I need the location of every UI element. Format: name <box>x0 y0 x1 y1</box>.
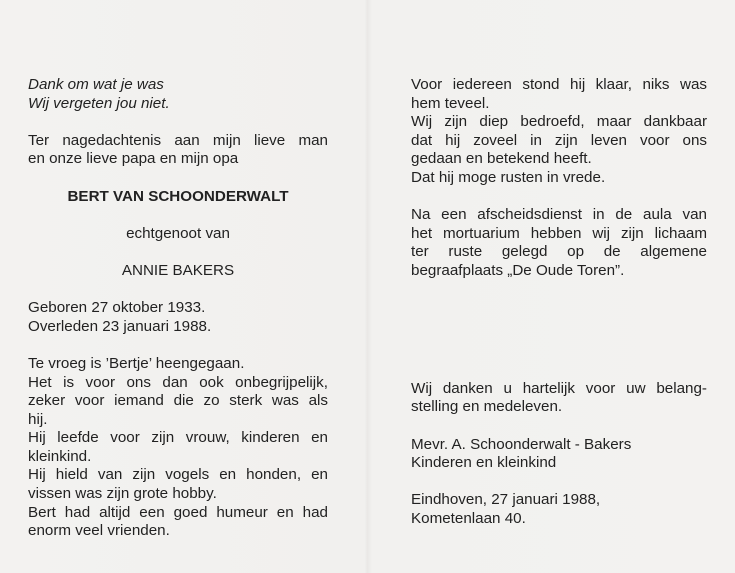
tribute-line: zeker voor iemand die zo sterk was als <box>28 392 328 410</box>
tribute-line: hij. <box>28 410 48 428</box>
tribute-line: Te vroeg is ’Bertje’ heengegaan. <box>28 354 245 372</box>
signature-line: Mevr. A. Schoonderwalt - Bakers <box>411 435 632 453</box>
spouse-name: ANNIE BAKERS <box>121 261 235 279</box>
tribute-line: Dat hij moge rusten in vrede. <box>411 168 606 186</box>
intro-line: Ter nagedachtenis aan mijn lieve man <box>28 131 328 149</box>
tribute-line: Het is voor ons dan ook onbegrijpelijk, <box>28 373 328 391</box>
tribute-line: Wij zijn diep bedroefd, maar dankbaar <box>411 113 707 131</box>
intro-line: en onze lieve papa en mijn opa <box>28 150 239 168</box>
tribute-line: dat hij zoveel in zijn leven voor ons <box>411 131 707 149</box>
tribute-line: Voor iedereen stond hij klaar, niks was <box>411 76 707 93</box>
spouse-label: echtgenoot van <box>126 224 230 242</box>
thanks-line: Wij danken u hartelijk voor uw belang- <box>411 379 707 397</box>
tribute-line: vissen was zijn grote hobby. <box>28 485 217 503</box>
funeral-line: het mortuarium hebben wij zijn lichaam <box>411 224 707 242</box>
motto-line: Dank om wat je was <box>28 76 164 93</box>
address-line: Kometenlaan 40. <box>411 509 526 527</box>
tribute-line: Bert had altijd een goed humeur en had <box>28 503 328 521</box>
funeral-line: begraafplaats „De Oude Toren”. <box>411 261 625 279</box>
birth-date: Geboren 27 oktober 1933. <box>28 299 206 317</box>
tribute-line: kleinkind. <box>28 447 92 465</box>
tribute-line: hem teveel. <box>411 94 490 112</box>
place-date-line: Eindhoven, 27 januari 1988, <box>411 491 601 509</box>
funeral-line: Na een afscheidsdienst in de aula van <box>411 206 707 224</box>
death-date: Overleden 23 januari 1988. <box>28 317 212 335</box>
left-page <box>28 76 328 541</box>
motto-line: Wij vergeten jou niet. <box>28 94 170 112</box>
right-page <box>411 76 707 528</box>
tribute-line: Hij hield van zijn vogels en honden, en <box>28 466 328 484</box>
tribute-line: enorm veel vrienden. <box>28 522 170 540</box>
signature-line: Kinderen en kleinkind <box>411 454 557 472</box>
tribute-line: Hij leefde voor zijn vrouw, kinderen en <box>28 429 328 447</box>
tribute-line: gedaan en betekend heeft. <box>411 150 592 168</box>
deceased-name: BERT VAN SCHOONDERWALT <box>67 187 289 205</box>
funeral-line: ter ruste gelegd op de algemene <box>411 243 707 261</box>
thanks-line: stelling en medeleven. <box>411 398 563 416</box>
